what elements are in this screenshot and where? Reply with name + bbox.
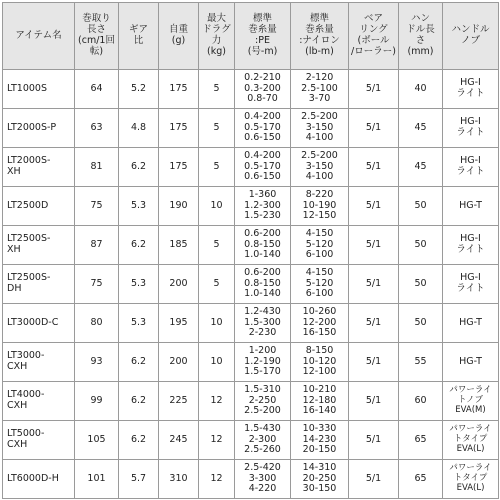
cell-retrieve-length: 105 — [75, 421, 119, 460]
cell-weight: 310 — [159, 460, 199, 499]
cell-gear-ratio: 6.2 — [119, 148, 159, 187]
cell-bearings: 5/1 — [349, 421, 399, 460]
cell-nylon-capacity: 4-150 5-120 6-100 — [291, 226, 349, 265]
cell-nylon-capacity: 8-150 10-120 12-100 — [291, 343, 349, 382]
cell-retrieve-length: 101 — [75, 460, 119, 499]
table-row — [3, 265, 499, 304]
cell-handle-length: 40 — [399, 70, 443, 109]
cell-bearings: 5/1 — [349, 460, 399, 499]
cell-handle-length: 65 — [399, 460, 443, 499]
table-row — [3, 304, 499, 343]
cell-retrieve-length: 81 — [75, 148, 119, 187]
cell-weight: 225 — [159, 382, 199, 421]
cell-pe-capacity: 1.5-430 2-300 2.5-260 — [235, 421, 291, 460]
cell-nylon-capacity: 2.5-200 3-150 4-100 — [291, 148, 349, 187]
cell-nylon-capacity: 2-120 2.5-100 3-70 — [291, 70, 349, 109]
cell-handle-length: 45 — [399, 148, 443, 187]
cell-item-name: LT2500S- XH — [3, 226, 75, 265]
cell-item-name: LT2500D — [3, 187, 75, 226]
cell-bearings: 5/1 — [349, 343, 399, 382]
table-row — [3, 421, 499, 460]
cell-pe-capacity: 1.5-310 2-250 2.5-200 — [235, 382, 291, 421]
cell-gear-ratio: 6.2 — [119, 226, 159, 265]
cell-weight: 185 — [159, 226, 199, 265]
cell-nylon-capacity: 8-220 10-190 12-150 — [291, 187, 349, 226]
cell-gear-ratio: 5.2 — [119, 70, 159, 109]
header-handle-length: ハン ドル長 さ (mm) — [399, 3, 443, 70]
cell-nylon-capacity: 2.5-200 3-150 4-100 — [291, 109, 349, 148]
cell-weight: 175 — [159, 148, 199, 187]
cell-handle-knob: パワーライ トノブ EVA(M) — [443, 382, 499, 421]
cell-max-drag: 5 — [199, 265, 235, 304]
cell-item-name: LT6000D-H — [3, 460, 75, 499]
cell-weight: 190 — [159, 187, 199, 226]
cell-bearings: 5/1 — [349, 187, 399, 226]
cell-max-drag: 10 — [199, 187, 235, 226]
cell-bearings: 5/1 — [349, 304, 399, 343]
cell-gear-ratio: 6.2 — [119, 382, 159, 421]
cell-weight: 200 — [159, 343, 199, 382]
table-row — [3, 109, 499, 148]
cell-weight: 175 — [159, 109, 199, 148]
cell-pe-capacity: 0.6-200 0.8-150 1.0-140 — [235, 265, 291, 304]
header-handle-knob: ハンドル ノブ — [443, 3, 499, 70]
cell-handle-length: 45 — [399, 109, 443, 148]
cell-max-drag: 10 — [199, 343, 235, 382]
table-row — [3, 460, 499, 499]
header-bearings: ベア リング (ボール /ローラー) — [349, 3, 399, 70]
cell-pe-capacity: 2.5-420 3-300 4-220 — [235, 460, 291, 499]
cell-retrieve-length: 80 — [75, 304, 119, 343]
cell-retrieve-length: 87 — [75, 226, 119, 265]
cell-item-name: LT2000S-P — [3, 109, 75, 148]
cell-max-drag: 12 — [199, 382, 235, 421]
cell-nylon-capacity: 14-310 20-250 30-150 — [291, 460, 349, 499]
cell-bearings: 5/1 — [349, 148, 399, 187]
cell-retrieve-length: 75 — [75, 187, 119, 226]
cell-bearings: 5/1 — [349, 226, 399, 265]
cell-retrieve-length: 63 — [75, 109, 119, 148]
cell-weight: 200 — [159, 265, 199, 304]
cell-max-drag: 5 — [199, 148, 235, 187]
cell-item-name: LT4000- CXH — [3, 382, 75, 421]
cell-max-drag: 12 — [199, 460, 235, 499]
reel-spec-table — [2, 2, 499, 499]
cell-gear-ratio: 5.3 — [119, 265, 159, 304]
cell-nylon-capacity: 10-210 12-180 16-140 — [291, 382, 349, 421]
cell-handle-knob: パワーライ トタイプ EVA(L) — [443, 421, 499, 460]
table-header-row — [3, 3, 499, 70]
cell-bearings: 5/1 — [349, 382, 399, 421]
cell-pe-capacity: 0.2-210 0.3-200 0.8-70 — [235, 70, 291, 109]
cell-nylon-capacity: 10-260 12-200 16-150 — [291, 304, 349, 343]
header-pe-capacity: 標準 巻糸量 :PE (号-m) — [235, 3, 291, 70]
cell-max-drag: 5 — [199, 70, 235, 109]
header-weight: 自重 (g) — [159, 3, 199, 70]
cell-handle-knob: HG-I ライト — [443, 70, 499, 109]
cell-handle-knob: HG-T — [443, 187, 499, 226]
table-row — [3, 70, 499, 109]
cell-bearings: 5/1 — [349, 265, 399, 304]
table-row — [3, 343, 499, 382]
table-row — [3, 148, 499, 187]
cell-item-name: LT3000- CXH — [3, 343, 75, 382]
cell-handle-knob: パワーライ トタイプ EVA(L) — [443, 460, 499, 499]
cell-pe-capacity: 0.6-200 0.8-150 1.0-140 — [235, 226, 291, 265]
cell-handle-length: 50 — [399, 304, 443, 343]
cell-retrieve-length: 75 — [75, 265, 119, 304]
table-row — [3, 382, 499, 421]
cell-handle-knob: HG-I ライト — [443, 148, 499, 187]
cell-pe-capacity: 1.2-430 1.5-300 2-230 — [235, 304, 291, 343]
cell-max-drag: 12 — [199, 421, 235, 460]
cell-handle-length: 55 — [399, 343, 443, 382]
table-row — [3, 187, 499, 226]
cell-pe-capacity: 0.4-200 0.5-170 0.6-150 — [235, 109, 291, 148]
cell-bearings: 5/1 — [349, 70, 399, 109]
cell-handle-knob: HG-I ライト — [443, 226, 499, 265]
cell-gear-ratio: 6.2 — [119, 343, 159, 382]
header-nylon-capacity: 標準 巻糸量 :ナイロン (lb-m) — [291, 3, 349, 70]
cell-nylon-capacity: 10-330 14-230 20-150 — [291, 421, 349, 460]
header-item-name: アイテム名 — [3, 3, 75, 70]
cell-item-name: LT2500S- DH — [3, 265, 75, 304]
cell-item-name: LT3000D-C — [3, 304, 75, 343]
cell-nylon-capacity: 4-150 5-120 6-100 — [291, 265, 349, 304]
cell-handle-knob: HG-T — [443, 304, 499, 343]
cell-max-drag: 5 — [199, 109, 235, 148]
cell-gear-ratio: 4.8 — [119, 109, 159, 148]
cell-item-name: LT5000- CXH — [3, 421, 75, 460]
cell-weight: 175 — [159, 70, 199, 109]
header-gear-ratio: ギア 比 — [119, 3, 159, 70]
cell-bearings: 5/1 — [349, 109, 399, 148]
cell-pe-capacity: 1-360 1.2-300 1.5-230 — [235, 187, 291, 226]
cell-retrieve-length: 99 — [75, 382, 119, 421]
cell-max-drag: 10 — [199, 304, 235, 343]
cell-item-name: LT1000S — [3, 70, 75, 109]
header-retrieve-length: 巻取り 長さ (cm/1回 転) — [75, 3, 119, 70]
cell-handle-length: 60 — [399, 382, 443, 421]
cell-item-name: LT2000S- XH — [3, 148, 75, 187]
table-row — [3, 226, 499, 265]
cell-gear-ratio: 5.7 — [119, 460, 159, 499]
cell-max-drag: 5 — [199, 226, 235, 265]
cell-pe-capacity: 0.4-200 0.5-170 0.6-150 — [235, 148, 291, 187]
cell-retrieve-length: 64 — [75, 70, 119, 109]
header-max-drag: 最大 ドラグ 力 (kg) — [199, 3, 235, 70]
cell-handle-length: 65 — [399, 421, 443, 460]
cell-handle-knob: HG-T — [443, 343, 499, 382]
cell-weight: 245 — [159, 421, 199, 460]
cell-handle-length: 50 — [399, 265, 443, 304]
cell-handle-knob: HG-I ライト — [443, 265, 499, 304]
cell-retrieve-length: 93 — [75, 343, 119, 382]
cell-gear-ratio: 5.3 — [119, 304, 159, 343]
cell-handle-length: 50 — [399, 187, 443, 226]
cell-weight: 195 — [159, 304, 199, 343]
cell-gear-ratio: 6.2 — [119, 421, 159, 460]
cell-handle-knob: HG-I ライト — [443, 109, 499, 148]
cell-handle-length: 50 — [399, 226, 443, 265]
cell-pe-capacity: 1-200 1.2-190 1.5-170 — [235, 343, 291, 382]
cell-gear-ratio: 5.3 — [119, 187, 159, 226]
